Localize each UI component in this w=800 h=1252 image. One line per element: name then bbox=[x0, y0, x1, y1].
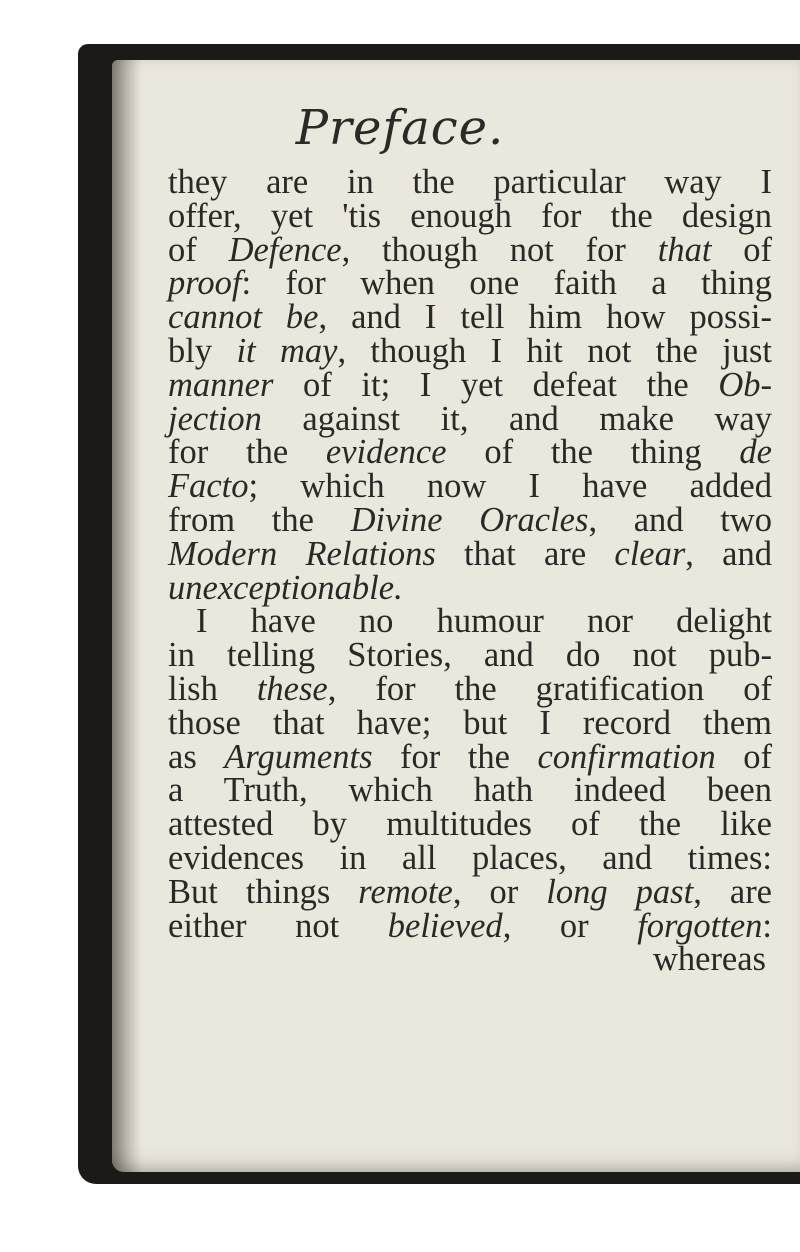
text-run: , and bbox=[685, 534, 772, 573]
text-run: either not bbox=[168, 906, 388, 945]
text-run: as bbox=[168, 737, 225, 776]
text-line bbox=[168, 298, 772, 337]
text-line bbox=[168, 703, 772, 742]
text-line bbox=[168, 331, 772, 370]
running-head: Preface. bbox=[295, 100, 505, 156]
italic-text-run: Divine Oracles bbox=[350, 500, 589, 539]
text-line bbox=[168, 771, 772, 810]
text-run: of the thing bbox=[446, 433, 740, 472]
text-run: of bbox=[168, 230, 229, 269]
text-line bbox=[168, 399, 772, 438]
text-run: those that have; but I record them bbox=[168, 703, 772, 742]
text-line bbox=[168, 602, 772, 641]
text-run: for the bbox=[168, 433, 326, 472]
text-run: , are bbox=[693, 872, 772, 911]
text-run: in telling Stories, and do not pub- bbox=[168, 636, 772, 675]
text-run: lish bbox=[168, 669, 257, 708]
text-line bbox=[168, 196, 772, 235]
text-line bbox=[168, 365, 772, 404]
text-line bbox=[168, 838, 772, 877]
text-line bbox=[168, 805, 772, 844]
italic-text-run: it may bbox=[236, 331, 338, 370]
text-line bbox=[168, 534, 772, 573]
text-line bbox=[168, 230, 772, 269]
italic-text-run: clear bbox=[614, 534, 686, 573]
text-run: of it; I yet defeat the bbox=[273, 365, 719, 404]
body-text bbox=[168, 163, 772, 979]
text-line bbox=[168, 264, 772, 303]
italic-text-run: Arguments bbox=[224, 737, 373, 776]
italic-text-run: confirmation bbox=[537, 737, 716, 776]
italic-text-run: Modern Relations bbox=[168, 534, 436, 573]
italic-text-run: evidence bbox=[325, 433, 447, 472]
italic-text-run: long past bbox=[546, 872, 694, 911]
text-run: bly bbox=[168, 331, 237, 370]
italic-text-run: believed bbox=[387, 906, 503, 945]
text-run: , though I hit not the just bbox=[337, 331, 772, 370]
text-line bbox=[168, 669, 772, 708]
text-run: , and two bbox=[588, 500, 772, 539]
italic-text-run: cannot be bbox=[168, 298, 319, 337]
text-run: for the bbox=[372, 737, 538, 776]
text-run: , or bbox=[502, 906, 638, 945]
catchword: whereas bbox=[652, 940, 766, 979]
text-run: attested by multitudes of the like bbox=[168, 805, 772, 844]
text-run: of bbox=[715, 737, 772, 776]
italic-text-run: Facto bbox=[168, 467, 249, 506]
italic-text-run: jection bbox=[168, 399, 262, 438]
italic-text-run: Ob- bbox=[718, 365, 772, 404]
italic-text-run: unexceptionable. bbox=[168, 568, 403, 607]
text-run: against it, and make way bbox=[261, 399, 772, 438]
text-run: evidences in all places, and times: bbox=[168, 838, 772, 877]
text-line bbox=[168, 568, 772, 607]
italic-text-run: proof bbox=[168, 264, 242, 303]
text-run: , and I tell him how possi- bbox=[318, 298, 772, 337]
text-line bbox=[168, 163, 772, 201]
text-line bbox=[168, 500, 772, 539]
text-run: : bbox=[762, 906, 772, 945]
italic-text-run: remote bbox=[358, 872, 453, 911]
text-line bbox=[168, 872, 772, 911]
text-line bbox=[168, 467, 772, 506]
text-run: , though not for bbox=[341, 230, 658, 269]
italic-text-run: that bbox=[657, 230, 712, 269]
text-run: offer, yet 'tis enough for the design bbox=[168, 196, 772, 235]
text-line bbox=[168, 433, 772, 472]
text-run: from the bbox=[168, 500, 351, 539]
text-line bbox=[168, 906, 772, 945]
text-line bbox=[168, 636, 772, 675]
text-run: a Truth, which hath indeed been bbox=[168, 771, 772, 810]
text-line bbox=[168, 737, 772, 776]
italic-text-run: forgotten bbox=[637, 906, 763, 945]
page-gutter-shadow bbox=[112, 60, 142, 1172]
text-run: ; which now I have added bbox=[248, 467, 772, 506]
text-run: , or bbox=[452, 872, 547, 911]
text-run: : for when one faith a thing bbox=[241, 264, 772, 303]
text-run: I have no humour nor delight bbox=[196, 602, 772, 641]
italic-text-run: these bbox=[256, 669, 328, 708]
text-run: they are in the particular way I bbox=[168, 163, 772, 201]
italic-text-run: Defence bbox=[228, 230, 342, 269]
text-run: , for the gratification of bbox=[327, 669, 772, 708]
text-run: that are bbox=[435, 534, 615, 573]
text-run: of bbox=[711, 230, 772, 269]
italic-text-run: manner bbox=[168, 365, 274, 404]
italic-text-run: de bbox=[739, 433, 772, 472]
text-run: But things bbox=[168, 872, 359, 911]
